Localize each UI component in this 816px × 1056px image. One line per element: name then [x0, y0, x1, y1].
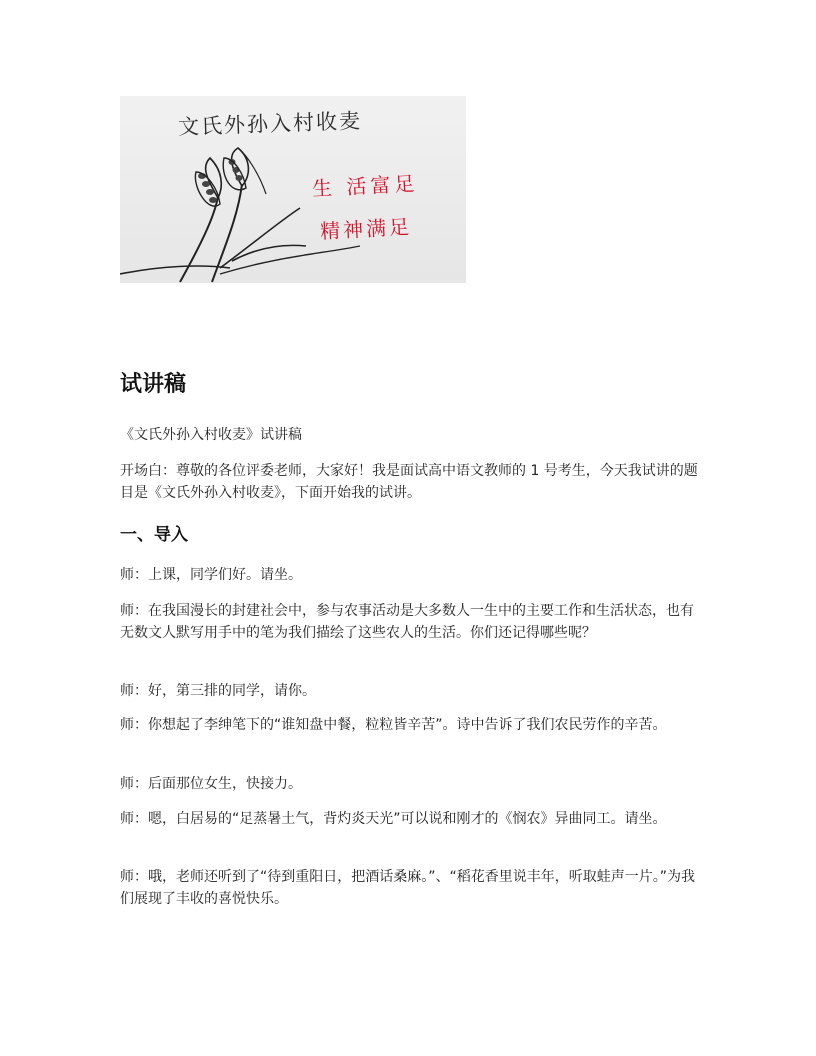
paragraph-3: 师：好，第三排的同学，请你。 — [120, 683, 316, 699]
photo-red-line-2: 精神满足 — [319, 214, 413, 244]
photo-title: 文氏外孙入村收麦 — [177, 108, 363, 140]
paragraph-2: 师：在我国漫长的封建社会中，参与农事活动是大多数人一生中的主要工作和生活状态，也有无数文人默写用手中的笔为我们描绘了这些农人的生活。你们还记得哪些呢？ — [120, 603, 694, 641]
paragraph-6: 师：嗯，白居易的“足蒸暑土气，背灼炎天光”可以说和刚才的《悯农》异曲同工。请坐。 — [120, 811, 667, 827]
paragraph-7: 师：哦，老师还听到了“待到重阳日，把酒话桑麻。”、“稻花香里说丰年，听取蛙声一片。”为我们展现了丰收的喜悦快乐。 — [120, 869, 696, 907]
subtitle: 《文氏外孙入村收麦》试讲稿 — [120, 427, 302, 443]
section-heading: 一、导入 — [120, 525, 188, 545]
photo-red-line-1: 生 活富足 — [311, 171, 419, 201]
blackboard-photo — [120, 96, 466, 283]
paragraph-4: 师：你想起了李绅笔下的“谁知盘中餐，粒粒皆辛苦”。诗中告诉了我们农民劳作的辛苦。 — [120, 717, 667, 733]
paragraph-5: 师：后面那位女生，快接力。 — [120, 776, 302, 792]
paragraph-1: 师：上课，同学们好。请坐。 — [120, 567, 302, 583]
page-title: 试讲稿 — [120, 372, 187, 397]
opening-paragraph: 开场白：尊敬的各位评委老师，大家好！我是面试高中语文教师的 1 号考生，今天我试讲的题目是《文氏外孙入村收麦》，下面开始我的试讲。 — [120, 463, 698, 501]
